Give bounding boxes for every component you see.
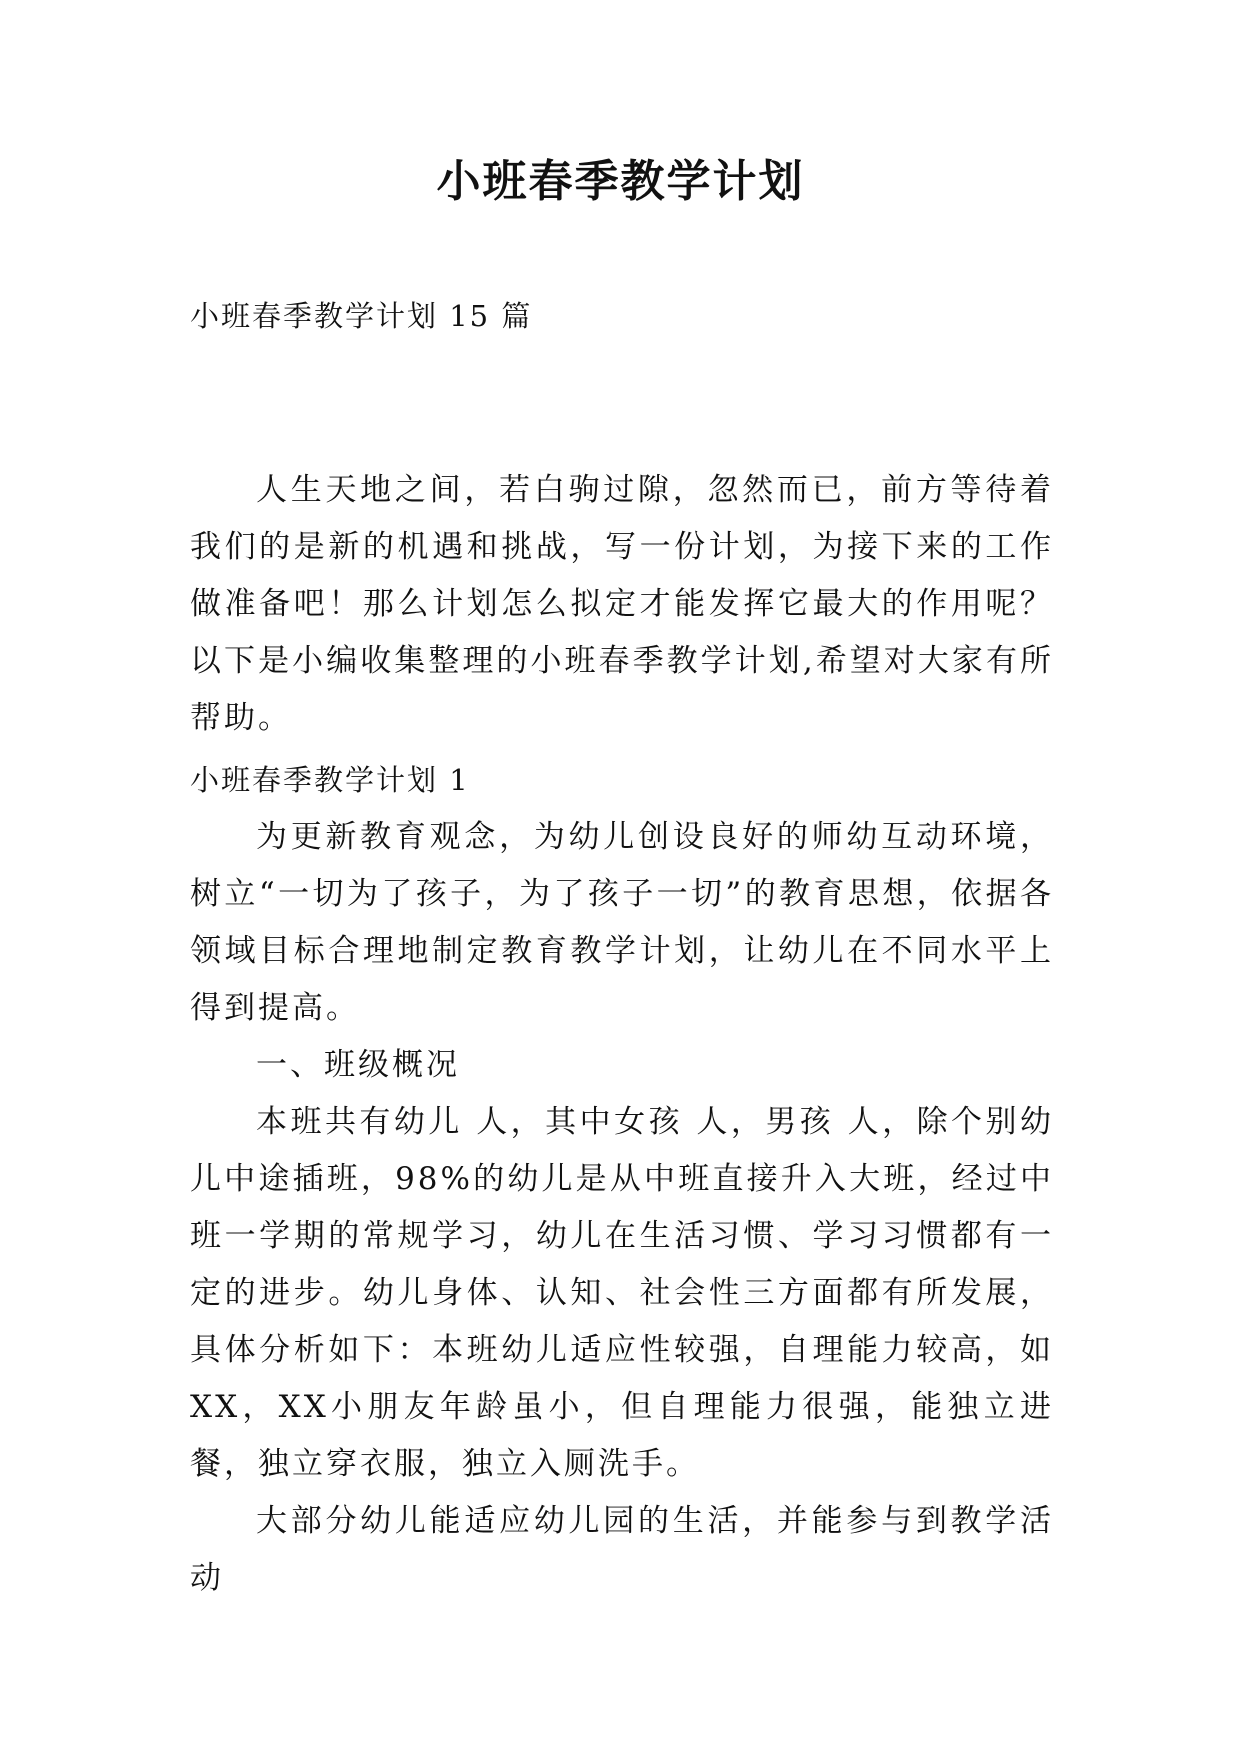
section-paragraph: 为更新教育观念，为幼儿创设良好的师幼互动环境，树立“一切为了孩子，为了孩子一切”的教育思想，依据各领域目标合理地制定教育教学计划，让幼儿在不同水平上得到提高。 — [190, 819, 1054, 1026]
section-1 — [190, 752, 1054, 1607]
intro-paragraph: 人生天地之间，若白驹过隙，忽然而已，前方等待着我们的是新的机遇和挑战，写一份计划，为接下来的工作做准备吧！那么计划怎么拟定才能发挥它最大的作用呢？以下是小编收集整理的小班春季教学计划,希望对大家有所帮助。 — [190, 472, 1054, 736]
class-overview-heading: 一、班级概况 — [256, 1047, 460, 1083]
document-subtitle: 小班春季教学计划 15 篇 — [190, 299, 533, 333]
intro-block — [190, 462, 1054, 747]
section-paragraph: 本班共有幼儿 人，其中女孩 人，男孩 人，除个别幼儿中途插班，98%的幼儿是从中班直接升入大班，经过中班一学期的常规学习，幼儿在生活习惯、学习习惯都有一定的进步。幼儿身体、认知、社会性三方面都有所发展，具体分析如下：本班幼儿适应性较强，自理能力较高，如XX，XX小朋友年龄虽小，但自理能力很强，能独立进餐，独立穿衣服，独立入厕洗手。 — [190, 1104, 1054, 1482]
section-paragraph: 大部分幼儿能适应幼儿园的生活，并能参与到教学活动 — [190, 1503, 1054, 1596]
document-title: 小班春季教学计划 — [436, 156, 805, 207]
section-heading: 小班春季教学计划 1 — [190, 763, 470, 797]
